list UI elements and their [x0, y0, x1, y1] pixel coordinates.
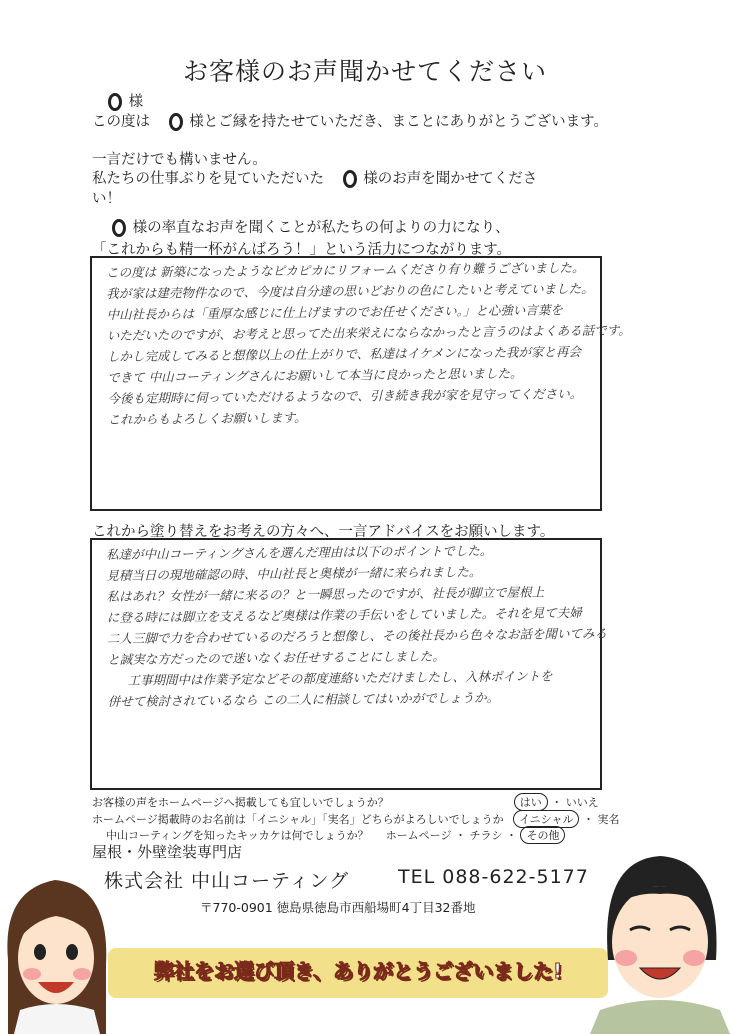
question-2-text: ホームページ掲載時のお名前は「イニシャル」「実名」どちらがよろしいでしょうか — [92, 813, 504, 826]
answer-1-line: いただいたのですが、お考えと思ってた出来栄えにならなかったと言うのはよくある話です。 — [106, 322, 631, 343]
answer-2-line: 併せて検討されているなら この二人に相談してはいかがでしょうか。 — [107, 689, 500, 709]
answer-2-line: 私はあれ？女性が一緒に来るの？と一瞬思ったのですが、社長が脚立で屋根上 — [106, 584, 545, 604]
separator: ・ — [454, 829, 466, 842]
intro-line-3-pre: 私たちの仕事ぶりを見ていただいた — [92, 171, 324, 187]
answer-1-line: この度は 新築になったようなピカピカにリフォームくださり有り難うございました。 — [106, 259, 585, 280]
answer-2-line: 見積当日の現地確認の時、中山社長と奥様が一緒に来られました。 — [106, 564, 482, 583]
answer-1-line: しかし完成してみると想像以上の仕上がりで、私達はイケメンになった我が家と再会 — [106, 344, 582, 364]
company-tagline: 屋根・外壁塗装専門店 — [92, 843, 243, 861]
company-tel: TEL 088-622-5177 — [398, 866, 589, 888]
answer-flyer: チラシ — [469, 829, 503, 842]
separator: ・ — [582, 813, 594, 826]
answer-2-line: と誠実な方だったので迷いなくお任せすることにしました。 — [107, 648, 445, 667]
answer-1-line: 中山社長からは「重厚な感じに仕上げますのでお任せください。」と心強い言葉を — [106, 302, 563, 322]
answer-other-circled: その他 — [520, 826, 565, 844]
woman-illustration — [0, 870, 115, 1034]
man-illustration — [590, 850, 730, 1034]
answer-1-line: できて 中山コーティングさんにお願いして本当に良かったと思いました。 — [107, 365, 523, 385]
customer-name-line — [84, 90, 143, 111]
question-1 — [92, 793, 599, 811]
separator: ・ — [505, 829, 517, 842]
intro-line-4-post: 様の率直なお声を聞くことが私たちの何よりの力になり、 — [132, 220, 510, 236]
intro-line-1-post: 様とご縁を持たせていただき、まことにありがとうございます。 — [189, 114, 608, 130]
name-suffix: 様 — [128, 94, 144, 110]
intro-line-1 — [92, 110, 608, 131]
answer-2-line: 工事期間中は作業予定などその都度連絡いただけましたし、入林ポイントを — [127, 668, 553, 688]
answer-1-line: これからもよろしくお願いします。 — [107, 409, 307, 427]
company-name: 株式会社 中山コーティング — [104, 870, 350, 892]
answer-no: いいえ — [565, 796, 599, 809]
answer-box-1 — [90, 256, 631, 511]
answer-box-2 — [90, 538, 608, 790]
page-title: お客様のお声聞かせてください — [182, 57, 547, 86]
answer-initial-circled: イニシャル — [513, 810, 579, 828]
answer-1-line: 今後も定期時に伺っていただけるようなので、引き続き我が家を見守ってください。 — [107, 386, 583, 406]
answer-1-text — [106, 257, 632, 430]
thanks-message: 弊社をお選び頂き、ありがとうございました! — [153, 959, 563, 983]
answer-2-line: に登る時には脚立を支えるなど奥様は作業の手伝いをしていました。それを見て夫婦 — [106, 605, 582, 625]
question-1-text: お客様の声をホームページへ掲載しても宜しいでしょうか？ — [92, 796, 389, 809]
masked-name-mark — [112, 219, 126, 237]
intro-line-4 — [92, 216, 510, 237]
answer-2-line: 二人三脚で力を合わせているのだろうと想像し、その後社長から色々なお話を聞いてみる — [106, 625, 608, 646]
answer-homepage: ホームページ — [385, 829, 452, 842]
answer-2-text — [106, 539, 608, 712]
intro-line-3-post: 様のお声を聞かせてくださ — [363, 171, 538, 187]
answer-2-line: 私達が中山コーティングさんを選んだ理由は以下のポイントでした。 — [106, 542, 493, 562]
masked-name-mark — [169, 113, 183, 131]
intro-line-5: 「これからも精一杯がんばろう！」という活力につながります。 — [92, 242, 512, 258]
question-3-text: 中山コーティングを知ったキッカケは何でしょうか？ — [106, 829, 369, 842]
intro-line-3-end: い！ — [92, 191, 121, 207]
intro-line-1-pre: この度は — [92, 114, 150, 130]
company-address: 〒770-0901 徳島県徳島市西船場町4丁目32番地 — [200, 900, 476, 915]
answer-real-name: 実名 — [597, 813, 620, 826]
separator: ・ — [551, 796, 563, 809]
answer-yes-circled: はい — [514, 793, 548, 811]
masked-name-mark — [343, 170, 357, 188]
section-2-heading: これから塗り替えをお考えの方々へ、一言アドバイスをお願いします。 — [92, 524, 555, 540]
masked-name-mark — [108, 93, 122, 111]
intro-line-3 — [92, 167, 537, 188]
answer-1-line: 我が家は建売物件なので、今度は自分達の思いどおりの色にしたいと考えていました。 — [106, 280, 594, 301]
intro-line-2: 一言だけでも構いません。 — [92, 152, 267, 168]
